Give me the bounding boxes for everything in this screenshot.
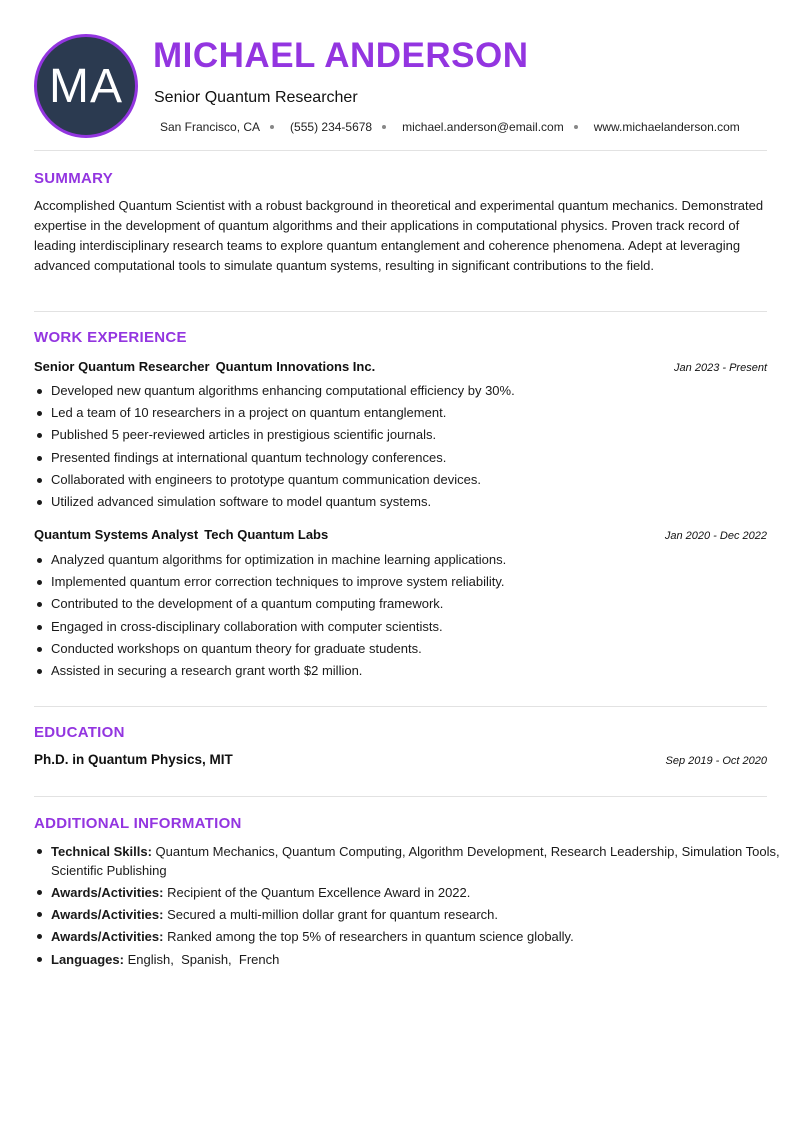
- item-text: Ranked among the top 5% of researchers in quantum science globally.: [167, 929, 574, 944]
- list-item: Published 5 peer-reviewed articles in prestigious scientific journals.: [51, 424, 515, 446]
- candidate-name: MICHAEL ANDERSON: [153, 36, 529, 75]
- item-text: Recipient of the Quantum Excellence Award in 2022.: [167, 885, 471, 900]
- job-header: [34, 359, 767, 374]
- item-label: Languages:: [51, 952, 124, 967]
- list-item: Presented findings at international quantum technology conferences.: [51, 447, 515, 469]
- avatar: [34, 34, 138, 138]
- avatar-initials: MA: [49, 59, 123, 113]
- list-item: Analyzed quantum algorithms for optimization in machine learning applications.: [51, 549, 506, 571]
- additional-info-list: [34, 842, 784, 972]
- separator-dot: [270, 125, 274, 129]
- contact-email[interactable]: michael.anderson@email.com: [402, 120, 564, 134]
- section-title-additional: ADDITIONAL INFORMATION: [34, 815, 242, 832]
- item-label: Awards/Activities:: [51, 907, 164, 922]
- list-item: Engaged in cross-disciplinary collaboration with computer scientists.: [51, 616, 506, 638]
- item-text: Quantum Mechanics, Quantum Computing, Algorithm Development, Research Leadership, Simulation Tools, Scientific Publishing: [51, 844, 780, 878]
- divider: [34, 706, 767, 707]
- list-item: Utilized advanced simulation software to model quantum systems.: [51, 491, 515, 513]
- list-item: [51, 905, 784, 924]
- contact-bar: [160, 120, 740, 134]
- education-dates: Sep 2019 - Oct 2020: [665, 755, 767, 767]
- contact-phone: (555) 234-5678: [290, 120, 373, 134]
- item-label: Technical Skills:: [51, 844, 152, 859]
- section-title-experience: WORK EXPERIENCE: [34, 329, 187, 346]
- job-title-line: [34, 359, 375, 374]
- item-label: Awards/Activities:: [51, 929, 164, 944]
- list-item: Collaborated with engineers to prototype quantum communication devices.: [51, 469, 515, 491]
- contact-location: San Francisco, CA: [160, 120, 261, 134]
- list-item: Led a team of 10 researchers in a project on quantum entanglement.: [51, 402, 515, 424]
- separator-dot: [574, 125, 578, 129]
- divider: [34, 150, 767, 151]
- section-title-summary: SUMMARY: [34, 170, 114, 187]
- divider: [34, 311, 767, 312]
- job-bullets: [34, 380, 515, 513]
- job-company: Tech Quantum Labs: [204, 527, 329, 542]
- job-bullets: [34, 549, 506, 682]
- job-company: Quantum Innovations Inc.: [215, 359, 376, 374]
- job-title-line: [34, 527, 328, 542]
- list-item: [51, 842, 784, 880]
- list-item: Conducted workshops on quantum theory for graduate students.: [51, 638, 506, 660]
- list-item: [51, 883, 784, 902]
- contact-website[interactable]: www.michaelanderson.com: [593, 120, 740, 134]
- candidate-role: Senior Quantum Researcher: [154, 89, 358, 106]
- job-role: Quantum Systems Analyst: [34, 527, 199, 542]
- item-text: Secured a multi-million dollar grant for quantum research.: [167, 907, 499, 922]
- education-degree: Ph.D. in Quantum Physics, MIT: [34, 752, 233, 767]
- list-item: Developed new quantum algorithms enhancing computational efficiency by 30%.: [51, 380, 515, 402]
- list-item: Implemented quantum error correction techniques to improve system reliability.: [51, 571, 506, 593]
- job-dates: Jan 2020 - Dec 2022: [664, 530, 767, 542]
- job-header: [34, 527, 767, 542]
- education-entry: [34, 752, 767, 767]
- list-item: Contributed to the development of a quantum computing framework.: [51, 593, 506, 615]
- job-dates: Jan 2023 - Present: [674, 362, 767, 374]
- job-role: Senior Quantum Researcher: [34, 359, 210, 374]
- divider: [34, 796, 767, 797]
- list-item: Assisted in securing a research grant worth $2 million.: [51, 660, 506, 682]
- list-item: [51, 950, 784, 969]
- item-label: Awards/Activities:: [51, 885, 164, 900]
- item-text: English, Spanish, French: [127, 952, 280, 967]
- summary-text: Accomplished Quantum Scientist with a robust background in theoretical and experimental quantum mechanics. Demonstrated expertise in the development of quantum algorithms and their applications in computational physics. Proven track record of leading interdisciplinary research teams to explore quantum entanglement and coherence phenomena. Adept at leveraging advanced computational tools to simulate quantum systems, resulting in significant contributions to the field.: [34, 198, 764, 273]
- list-item: [51, 927, 784, 946]
- section-title-education: EDUCATION: [34, 724, 125, 741]
- separator-dot: [382, 125, 386, 129]
